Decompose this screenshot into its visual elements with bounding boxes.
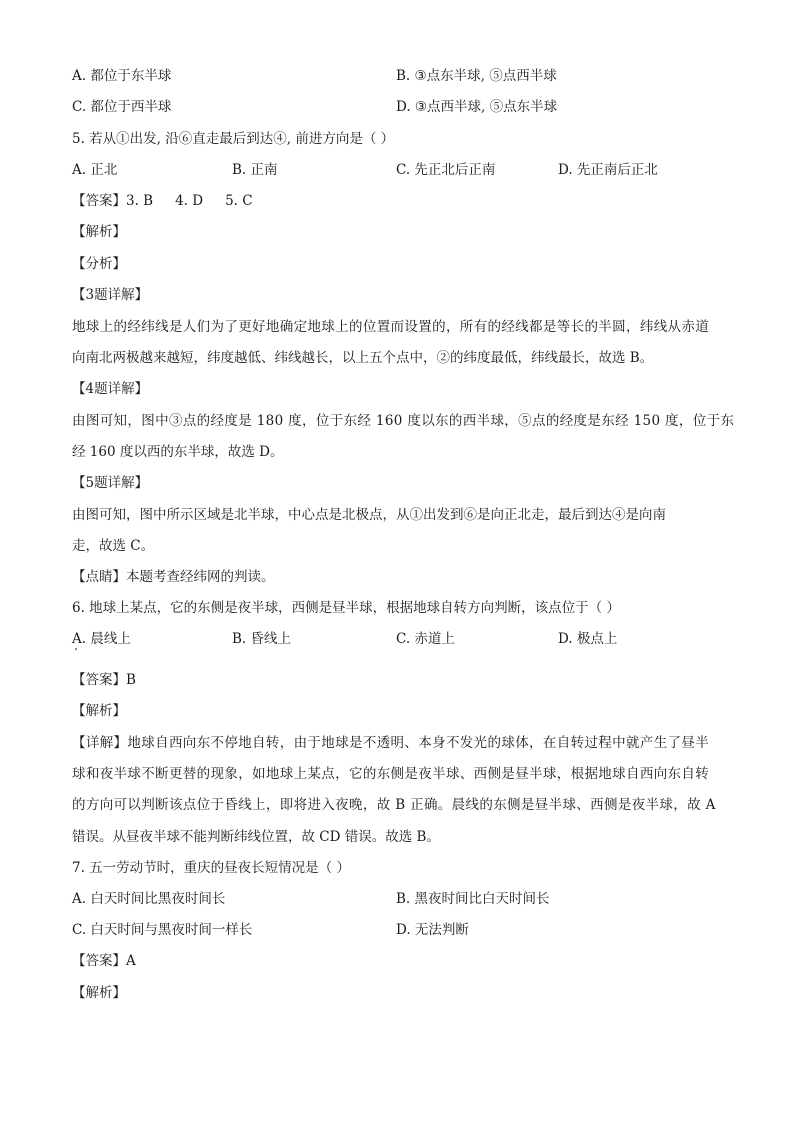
detail6-text1: 地球自西向东不停地自转，由于地球是不透明、本身不发光的球体，在自转过程中就产生了昼半	[127, 735, 710, 751]
q5-option-b: B. 正南	[232, 162, 278, 178]
q5-option-d: D. 先正南后正北	[558, 162, 658, 178]
answer-4: 4. D	[175, 193, 204, 209]
q6-option-b: B. 昏线上	[232, 631, 292, 647]
detail3-tag: 【3题详解】	[72, 287, 149, 303]
answer7-tag: 【答案】	[72, 953, 126, 969]
dianjing-tag: 【点睛】	[72, 569, 126, 585]
q7-question: 7. 五一劳动节时，重庆的昼夜长短情况是（ ）	[72, 860, 350, 876]
q5-option-a: A. 正北	[72, 162, 118, 178]
answer7	[72, 951, 136, 971]
analysis-tag: 【解析】	[72, 224, 126, 240]
q5-question: 5. 若从①出发, 沿⑥直走最后到达④, 前进方向是（ ）	[72, 131, 395, 147]
detail6-line3: 的方向可以判断该点位于昏线上，即将进入夜晚，故 B 正确。晨线的东侧是昼半球、西侧是夜半球，故 A	[72, 797, 716, 813]
answer7-value: A	[126, 953, 136, 969]
answer-5: 5. C	[225, 193, 253, 209]
detail6-line2: 球和夜半球不断更替的现象，如地球上某点，它的东侧是夜半球、西侧是昼半球，根据地球自西向东自转	[72, 766, 710, 782]
dianjing	[72, 567, 275, 587]
fenxi-tag: 【分析】	[72, 256, 126, 272]
q7-option-b: B. 黑夜时间比白天时间长	[396, 891, 550, 907]
q5-option-c: C. 先正北后正南	[396, 162, 496, 178]
q6-option-a: A. 晨线上	[72, 631, 131, 647]
answer-3: 3. B	[126, 193, 154, 209]
analysis-tag-7: 【解析】	[72, 985, 126, 1001]
q7-option-d: D. 无法判断	[396, 922, 469, 938]
detail6-line1	[72, 733, 709, 753]
q6-option-d: D. 极点上	[558, 631, 618, 647]
answers-3-5	[72, 191, 253, 211]
answer6-value: B	[126, 672, 136, 688]
detail6-line4: 错误。从昼夜半球不能判断纬线位置，故 CD 错误。故选 B。	[72, 829, 440, 845]
stray-dot	[75, 648, 77, 650]
detail4-tag: 【4题详解】	[72, 381, 149, 397]
q6-question: 6. 地球上某点，它的东侧是夜半球，西侧是昼半球，根据地球自转方向判断，该点位于（ ）	[72, 600, 620, 616]
detail6-tag: 【详解】	[72, 735, 128, 751]
q4-option-d: D. ③点西半球, ⑤点东半球	[396, 99, 558, 115]
detail5-line1: 由图可知，图中所示区域是北半球，中心点是北极点，从①出发到⑥是向正北走，最后到达④是向南	[72, 507, 666, 523]
detail3-line2: 向南北两极越来越短，纬度越低、纬线越长，以上五个点中，②的纬度最低，纬线最长，故选 B。	[72, 350, 654, 366]
analysis-tag-6: 【解析】	[72, 703, 126, 719]
detail4-line2: 经 160 度以西的东半球，故选 D。	[72, 444, 284, 460]
detail5-line2: 走，故选 C。	[72, 538, 155, 554]
dianjing-text: 本题考查经纬网的判读。	[126, 569, 275, 585]
q4-option-c: C. 都位于西半球	[72, 99, 172, 115]
answer6-tag: 【答案】	[72, 672, 126, 688]
q7-option-a: A. 白天时间比黑夜时间长	[72, 891, 226, 907]
detail5-tag: 【5题详解】	[72, 475, 149, 491]
detail4-line1: 由图可知，图中③点的经度是 180 度，位于东经 160 度以东的西半球，⑤点的经度是东经 150 度，位于东	[72, 413, 735, 429]
q4-option-a: A. 都位于东半球	[72, 68, 172, 84]
answer-tag: 【答案】	[72, 193, 126, 209]
answer6	[72, 670, 136, 690]
detail3-line1: 地球上的经纬线是人们为了更好地确定地球上的位置而设置的，所有的经线都是等长的半圆，纬线从赤道	[72, 319, 710, 335]
q4-option-b: B. ③点东半球, ⑤点西半球	[396, 68, 557, 84]
q7-option-c: C. 白天时间与黑夜时间一样长	[72, 922, 253, 938]
q6-option-c: C. 赤道上	[396, 631, 455, 647]
